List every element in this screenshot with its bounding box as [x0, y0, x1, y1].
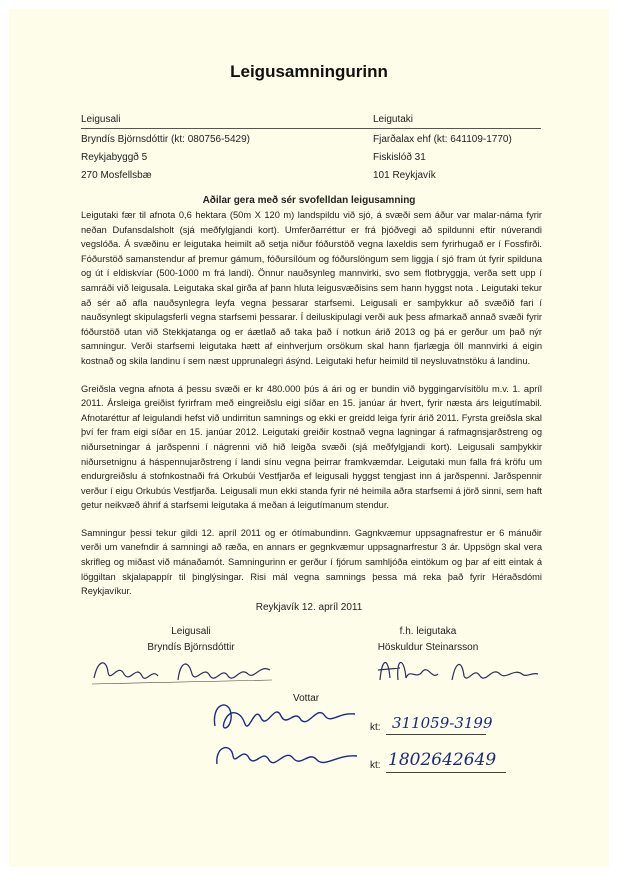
- witness2-kt-handwritten: 1802642649: [388, 750, 497, 770]
- tenant-address2: 101 Reykjavík: [373, 170, 436, 181]
- parties-name-row: [81, 134, 541, 152]
- witnesses-label: Vottar: [293, 693, 320, 704]
- parties-address1-row: [81, 152, 541, 170]
- tenant-name: Fjarðalax ehf (kt: 641109-1770): [373, 134, 512, 145]
- contract-body: [81, 208, 542, 612]
- landlord-name: Bryndís Björnsdóttir (kt: 080756-5429): [81, 134, 250, 145]
- parties-divider: [81, 128, 541, 129]
- tenant-signer-name: Höskuldur Steinarsson: [377, 642, 479, 653]
- tenant-role: f.h. leigutaka: [399, 626, 457, 637]
- landlord-role: Leigusali: [171, 626, 211, 637]
- agreement-heading: Aðilar gera með sér svofelldan leigusamning: [202, 195, 416, 206]
- contract-paragraph-3: Samningur þessi tekur gildi 12. apríl 2011 og er ótímabundinn. Gagnkvæmur uppsagnafrestur er 6 mánuðir verði um vanefndir á samningi að ræða, en annars er gegnkvæmur uppsagnarfrestur 3 ár. Uppsögn skal vera skrifleg og miðast við mánaðamót. Samningurinn er gerður í fjórum samhljóða eintökum og þar af eitt eintak á löggiltan skjalapappír til þinglýsingar. Risi mál vegna samnings þessa má reka það fyrir Héraðsdómi Reykjavíkur.: [81, 527, 542, 597]
- parties-address2-row: [81, 170, 541, 188]
- tenant-heading: Leigutaki: [373, 114, 414, 125]
- witness1-kt-handwritten: 311059-3199: [392, 714, 493, 732]
- landlord-heading: Leigusali: [81, 114, 121, 125]
- parties-block: [81, 114, 541, 188]
- witness2-kt-label: kt:: [370, 760, 381, 771]
- contract-paragraph-1: Leigutaki fær til afnota 0,6 hektara (50m X 120 m) landspildu við sjó, á svæði sem áður var malar-náma fyrir neðan Dufansdalsholt (sjá meðfylgjandi kort). Umferðarréttur er frá þjóðvegi að spildunni eftir núverandi vegslóða. Á svæðinu er leigutaka heimilt að setja niður fóðurstöð vegna laxeldis sem fyrirhugað er í Fossfirði. Fóðurstöð samanstendur af þremur gámum, fóðursílóum og fóðurslöngum sem liggja í sjó fram út fyrir spilduna og út í eldiskvíar (500-1000 m frá landi). Önnur nauðsynleg mannvirki, svo sem flotbryggja, verða sett upp í samráði við leigusala. Leigutaka skal girða af þann hluta leigusvæðisins sem hann hyggst nota . Leigutaki tekur að sér að afla nauðsynlegra leyfa vegna þessarar starfsemi. Leigusali er samþykkur að svæðið fari í nauðsynlegt skipulagsferli vegna starfsemi þessarar. Í deiluskipulagi verði auk þess afmarkað annað svæði fyrir fóðurstöð utan við Stekkjatanga og er áætlað að taka það í notkun árið 2013 og þá er gerður um það nýr samningur. Verði starfsemi leigutaka hætt af einhverjum orsökum skal hann fjarlægja öll mannvirki á eigin kostnað og skila landinu í sem næst upprunalegri ásýnd. Leigutaki hefur heimild til neysluvatnstöku á landinu.: [81, 210, 542, 366]
- witness2-kt-line: [386, 772, 506, 773]
- witness1-kt-line: [386, 734, 486, 735]
- witness-signatures: [205, 694, 365, 784]
- landlord-handwritten-signature: [88, 650, 278, 690]
- witness1-kt-label: kt:: [370, 722, 381, 733]
- landlord-signer-name: Bryndís Björnsdóttir: [147, 642, 235, 653]
- document-title: Leigusamningurinn: [230, 62, 388, 81]
- landlord-address1: Reykjabyggð 5: [81, 152, 148, 163]
- tenant-address1: Fiskislóð 31: [373, 152, 426, 163]
- place-date: Reykjavík 12. apríl 2011: [255, 602, 363, 613]
- landlord-address2: 270 Mosfellsbæ: [81, 170, 152, 181]
- tenant-handwritten-signature: [372, 650, 542, 690]
- parties-heading-row: [81, 114, 541, 132]
- contract-paragraph-2: Greiðsla vegna afnota á þessu svæði er kr 480.000 þús á ári og er bundin við byggingarvísitölu m.v. 1. apríl 2011. Ársleiga greiðist fyrirfram með eingreiðslu eigi síðar en 15. janúar ár hvert, fyrir næsta árs leigutímabil. Afnotaréttur af leigulandi hefst við undirritun samnings og ekki er greidd leiga fyrir árið 2011. Fyrsta greiðsla skal því fer fram eigi síðar en 15. janúar 2012. Leigutaki greiðir kostnað vegna lagningar á rafmagnsjarðstreng og niðursetningar á jarðspenni í nágrenni við hið leigða svæði (sjá meðfylgjandi kort). Leigusali samþykkir niðursetnignu á háspennujarðstreng í landi sínu vegna þeirrar framkvæmdar. Leigutaki mun falla frá kröfu um endurgreiðslu á stofnkostnaði frá Orkubúi Vestfjarða ef leigusali hyggst tengjast inn á jarðspenni. Jarðspennir verður í eigu Orkubús Vestfjarða. Leigusali mun ekki standa fyrir né heimila aðra starfsemi á jörð sinni, sem haft getur neikvæð áhrif á starfsemi leigutaka á meðan á leigutímanum stendur.: [81, 383, 542, 511]
